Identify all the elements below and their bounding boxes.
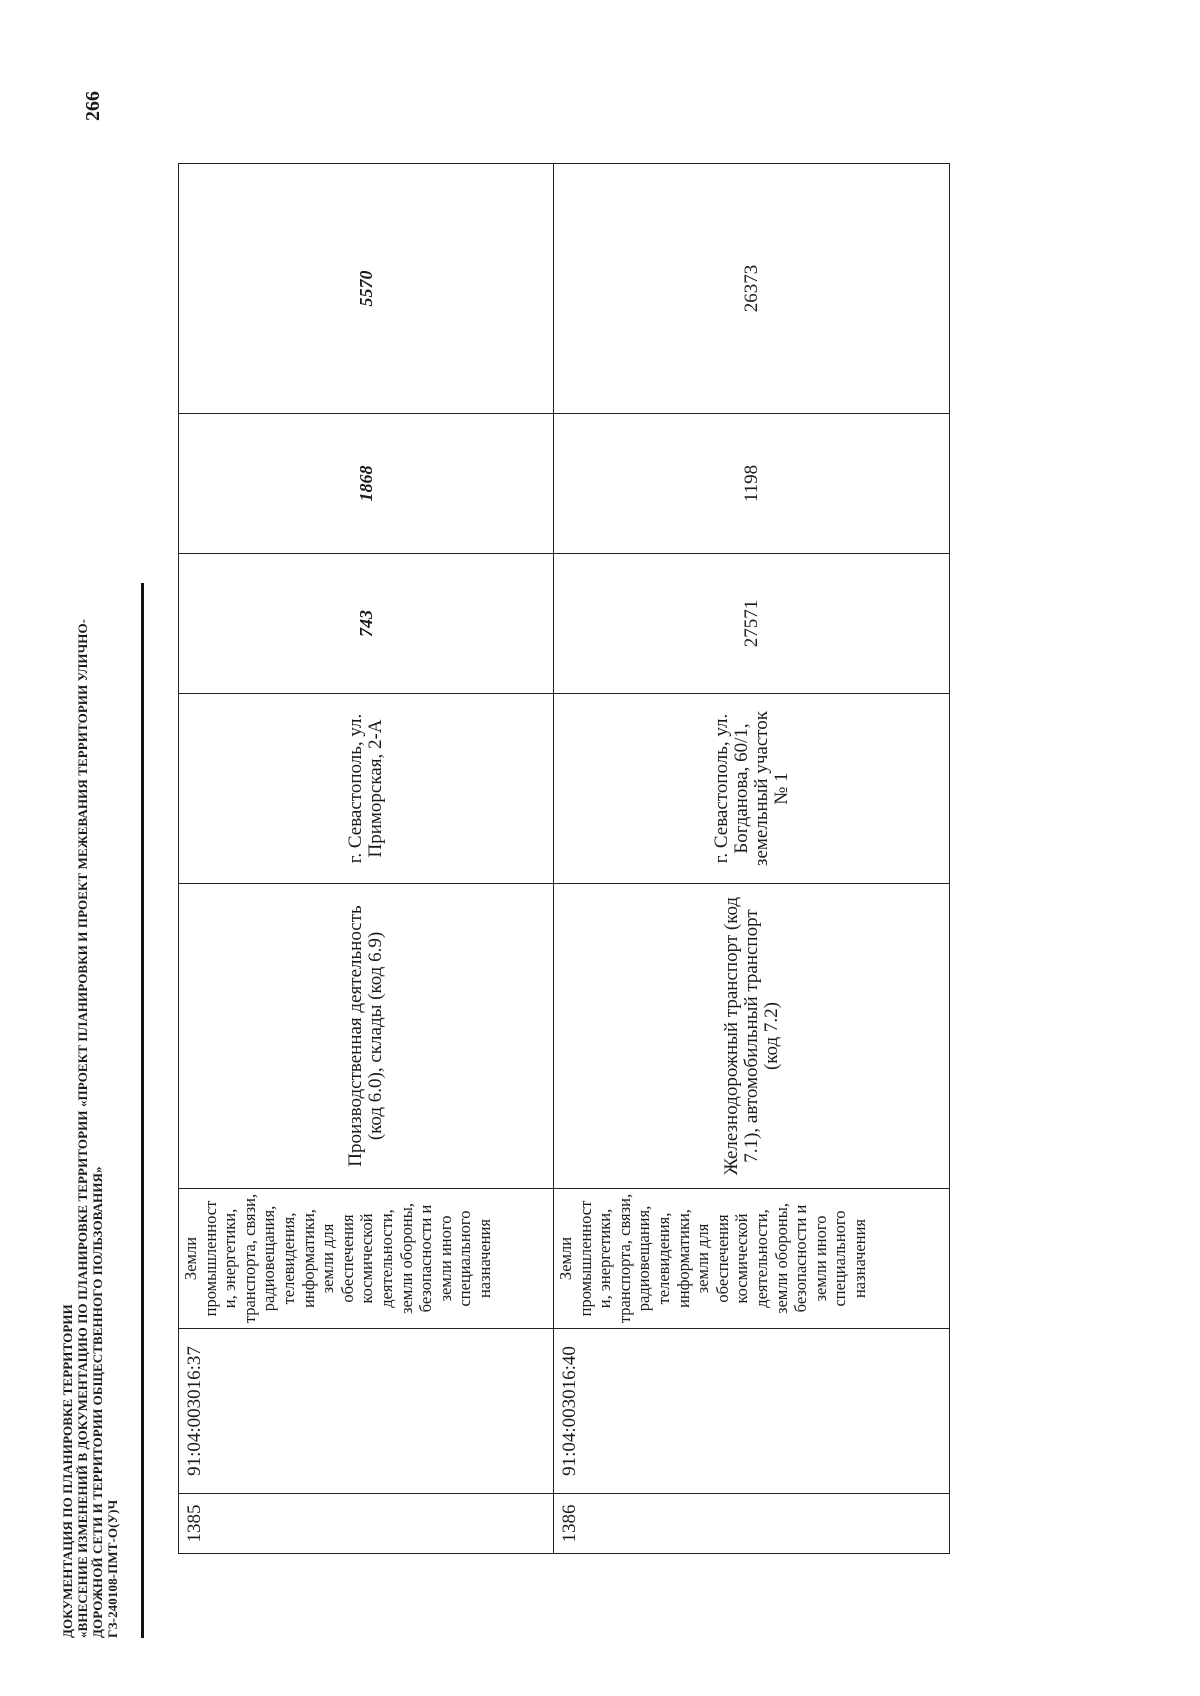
table-row bbox=[179, 164, 554, 1554]
value-3: 26373 bbox=[554, 164, 950, 414]
header-line-3: ДОРОЖНОЙ СЕТИ И ТЕРРИТОРИИ ОБЩЕСТВЕННОГО ПОЛЬЗОВАНИЯ» bbox=[90, 1166, 105, 1638]
value-2: 1198 bbox=[554, 414, 950, 554]
value-1: 743 bbox=[179, 554, 554, 694]
cadastral-number: 91:04:003016:37 bbox=[179, 1329, 554, 1494]
permitted-use: Производственная деятельность (код 6.0), склады (код 6.9) bbox=[179, 884, 554, 1189]
parcel-table bbox=[178, 163, 950, 1554]
page-number: 266 bbox=[82, 91, 104, 121]
value-2: 1868 bbox=[179, 414, 554, 554]
land-category: Земли промышленност и, энергетики, транспорта, связи, радиовещания, телевидения, информатики, земли для обеспечения космической деятельности, земли обороны, безопасности и земли иного специального назначения bbox=[179, 1189, 554, 1329]
address: г. Севастополь, ул. Богданова, 60/1, земельный участок № 1 bbox=[554, 694, 950, 884]
document-header bbox=[60, 138, 120, 1638]
header-line-1: ДОКУМЕНТАЦИЯ ПО ПЛАНИРОВКЕ ТЕРРИТОРИИ bbox=[60, 1304, 75, 1638]
value-1: 27571 bbox=[554, 554, 950, 694]
permitted-use: Железнодорожный транспорт (код 7.1), автомобильный транспорт (код 7.2) bbox=[554, 884, 950, 1189]
table-row bbox=[554, 164, 950, 1554]
row-number: 1385 bbox=[179, 1494, 554, 1554]
value-3: 5570 bbox=[179, 164, 554, 414]
header-line-2: «ВНЕСЕНИЕ ИЗМЕНЕНИЙ В ДОКУМЕНТАЦИЮ ПО ПЛАНИРОВКЕ ТЕРРИТОРИИ «ПРОЕКТ ПЛАНИРОВКИ И ПРОЕКТ МЕЖЕВАНИЯ ТЕРРИТОРИИ УЛИЧНО- bbox=[75, 618, 90, 1638]
header-rule bbox=[141, 583, 144, 1638]
header-line-4: ГЗ-240108-ПМТ-О(У)Ч bbox=[105, 1499, 120, 1638]
row-number: 1386 bbox=[554, 1494, 950, 1554]
cadastral-number: 91:04:003016:40 bbox=[554, 1329, 950, 1494]
land-category: Земли промышленност и, энергетики, транспорта, связи, радиовещания, телевидения, информатики, земли для обеспечения космической деятельности, земли обороны, безопасности и земли иного специального назначения bbox=[554, 1189, 950, 1329]
address: г. Севастополь, ул. Приморская, 2-А bbox=[179, 694, 554, 884]
